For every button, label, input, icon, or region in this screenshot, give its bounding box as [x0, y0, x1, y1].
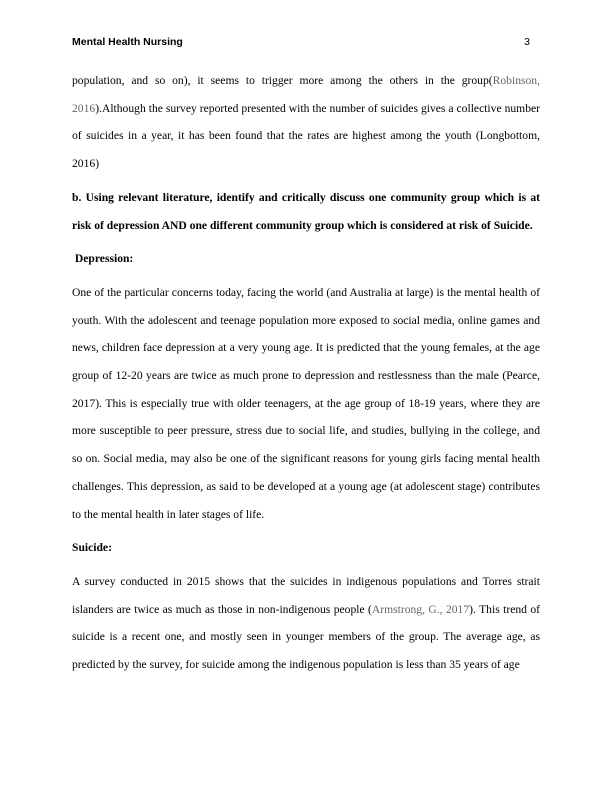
- paragraph-text-part: ).Although the survey reported presented with the number of suicides gives a collective number of suicides in a year, it has been found that the rates are highest among the youth (Longbottom, 2016): [72, 101, 540, 171]
- question-heading: b. Using relevant literature, identify and critically discuss one community group which is at risk of depression AND one different community group which is considered at risk of Suicide.: [72, 190, 540, 232]
- running-head-title: Mental Health Nursing: [72, 36, 183, 48]
- suicide-heading: Suicide:: [72, 541, 112, 555]
- citation-armstrong: Armstrong, G., 2017: [371, 602, 470, 616]
- suicide-paragraph: [72, 568, 540, 679]
- continued-paragraph: [72, 67, 540, 178]
- body-text: [72, 67, 540, 679]
- page-number: 3: [524, 36, 530, 48]
- page-header: [72, 36, 540, 50]
- citation-robinson: Robinson, 2016: [72, 74, 540, 115]
- depression-paragraph: One of the particular concerns today, facing the world (and Australia at large) is the mental health of youth. With the adolescent and teenage population more exposed to social media, online games and news, children face depression at a very young age. It is predicted that the young females, at the age group of 12-20 years are twice as much prone to depression and restlessness than the male (Pearce, 2017). This is especially true with older teenagers, at the age group of 18-19 years, where they are more susceptible to peer pressure, stress due to social life, and studies, bullying in the college, and so on. Social media, may also be one of the significant reasons for young girls facing mental health challenges. This depression, as said to be developed at a young age (at adolescent stage) contributes to the mental health in later stages of life.: [72, 285, 540, 521]
- paragraph-text-part: population, and so on), it seems to trigger more among the others in the group(: [72, 74, 493, 87]
- paragraph-text-part: ). This trend of suicide is a recent one, and mostly seen in younger members of the group. The average age, as predicted by the survey, for suicide among the indigenous population is less than 35 years of age: [72, 602, 540, 672]
- paragraph-text-part: A survey conducted in 2015 shows that the suicides in indigenous populations and Torres strait islanders are twice as much as those in non-indigenous people (: [72, 574, 540, 616]
- depression-heading: Depression:: [72, 252, 134, 266]
